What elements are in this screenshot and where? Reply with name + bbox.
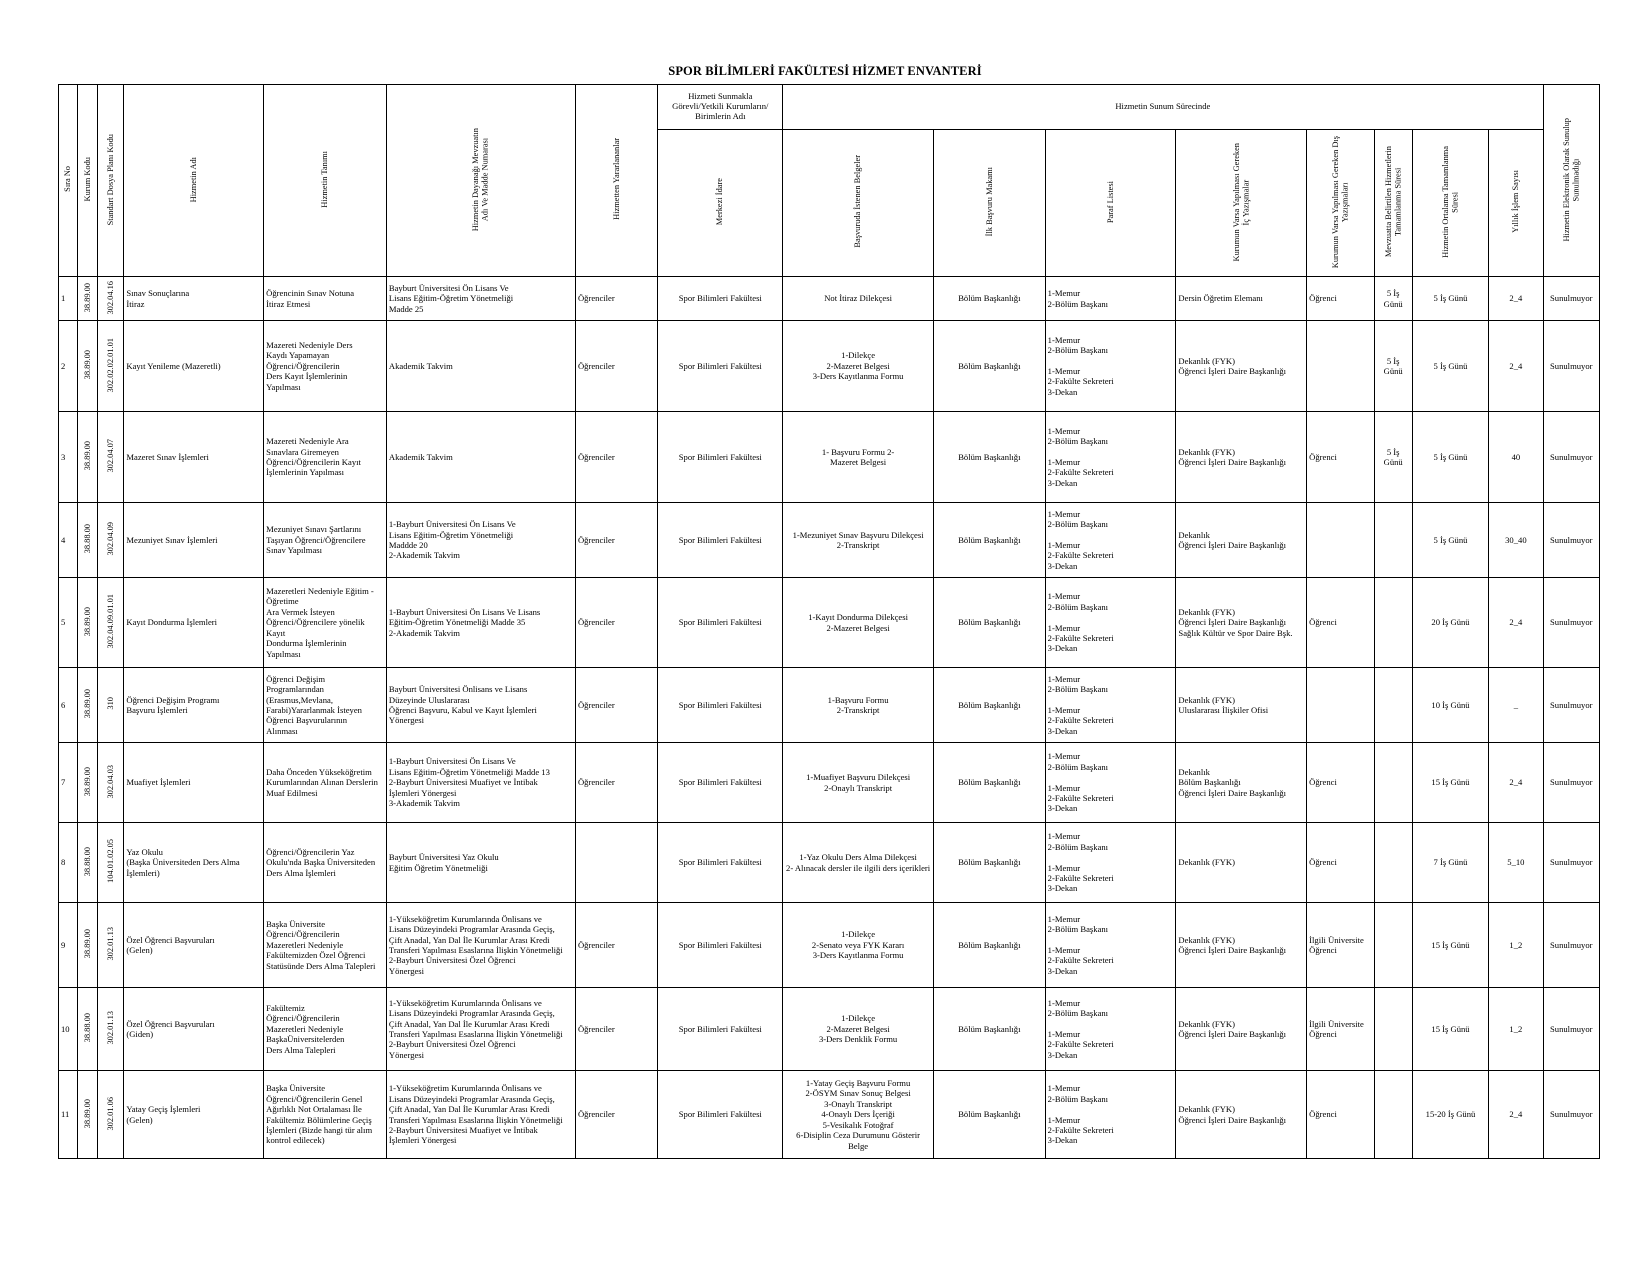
cell-merkezi-idare: Spor Bilimleri Fakültesi [658, 277, 783, 321]
cell-dayanak: 1-Yükseköğretim Kurumlarında Önlisans ve Lisans Düzeyindeki Programlar Arasında Geçiş, Çift Anadal, Yan Dal İle Kurumlar Arası Kredi Transferi Yapılması Esaslarına İlişkin Yönetmeliği 2-Bayburt Üniversitesi Özel Öğrenci Yönergesi [386, 903, 575, 988]
cell-hizmet-adi: Özel Öğrenci Başvuruları (Gelen) [124, 903, 264, 988]
cell-paraf-listesi: 1-Memur 2-Bölüm Başkanı 1-Memur 2-Fakülte Sekreteri 3-Dekan [1045, 578, 1176, 668]
cell-mevzuat-sure: 5 İş Günü [1374, 412, 1412, 503]
cell-merkezi-idare: Spor Bilimleri Fakültesi [658, 823, 783, 903]
cell-yararlananlar [575, 823, 657, 903]
cell-mevzuat-sure: 5 İş Günü [1374, 321, 1412, 412]
cell-elektronik: Sunulmuyor [1543, 988, 1599, 1071]
cell-ortalama-sure: 7 İş Günü [1412, 823, 1488, 903]
cell-ortalama-sure: 20 İş Günü [1412, 578, 1488, 668]
table-row [59, 743, 1600, 823]
cell-elektronik: Sunulmuyor [1543, 503, 1599, 578]
cell-mevzuat-sure [1374, 1071, 1412, 1159]
cell-hizmet-tanimi: Mazeretleri Nedeniyle Eğitim - Öğretime Ara Vermek İsteyen Öğrenci/Öğrencilere yönelik Kayıt Dondurma İşlemlerinin Yapılması [264, 578, 387, 668]
cell-ortalama-sure: 5 İş Günü [1412, 321, 1488, 412]
cell-dosya-kodu: 302.01.06 [98, 1071, 124, 1159]
cell-ic-yazisma: Dersin Öğretim Elemanı [1176, 277, 1307, 321]
cell-hizmet-tanimi: Öğrenci Değişim Programlarından (Erasmus,Mevlana, Farabi)Yararlanmak İsteyen Öğrenci Başvurularının Alınması [264, 668, 387, 743]
cell-ilk-basvuru: Bölüm Başkanlığı [934, 823, 1046, 903]
cell-kurum-kodu: 38.89.00 [78, 277, 98, 321]
header-kurum-kodu: Kurum Kodu [78, 85, 98, 277]
cell-row-number: 3 [59, 412, 78, 503]
cell-ic-yazisma: Dekanlık (FYK) Öğrenci İşleri Daire Başkanlığı [1176, 903, 1307, 988]
cell-hizmet-tanimi: Mezuniyet Sınavı Şartlarını Taşıyan Öğrenci/Öğrencilere Sınav Yapılması [264, 503, 387, 578]
cell-ilk-basvuru: Bölüm Başkanlığı [934, 1071, 1046, 1159]
cell-dayanak: 1-Bayburt Üniversitesi Ön Lisans Ve Lisans Eğitim-Öğretim Yönetmeliği Madde 35 2-Akademik Takvim [386, 578, 575, 668]
cell-merkezi-idare: Spor Bilimleri Fakültesi [658, 578, 783, 668]
header-paraf: Paraf Listesi [1045, 130, 1176, 277]
header-ort-sure: Hizmetin Ortalama Tamamlanma Süresi [1412, 130, 1488, 277]
cell-ilk-basvuru: Bölüm Başkanlığı [934, 578, 1046, 668]
cell-paraf-listesi: 1-Memur 2-Bölüm Başkanı 1-Memur 2-Fakülte Sekreteri 3-Dekan [1045, 743, 1176, 823]
cell-dis-yazisma: İlgili Üniversite Öğrenci [1307, 988, 1374, 1071]
cell-elektronik: Sunulmuyor [1543, 578, 1599, 668]
cell-ortalama-sure: 10 İş Günü [1412, 668, 1488, 743]
cell-yillik-islem: 2_4 [1489, 578, 1543, 668]
table-row [59, 578, 1600, 668]
cell-hizmet-adi: Öğrenci Değişim Programı Başvuru İşlemleri [124, 668, 264, 743]
cell-ortalama-sure: 5 İş Günü [1412, 503, 1488, 578]
cell-ortalama-sure: 15 İş Günü [1412, 988, 1488, 1071]
cell-dosya-kodu: 302.04.09.01.01 [98, 578, 124, 668]
header-dosya-kodu: Standart Dosya Planı Kodu [98, 85, 124, 277]
cell-dosya-kodu: 302.01.13 [98, 988, 124, 1071]
cell-yararlananlar: Öğrenciler [575, 503, 657, 578]
header-group-kurum: Hizmeti Sunmakla Görevli/Yetkili Kurumların/ Birimlerin Adı [658, 85, 783, 130]
cell-dis-yazisma: Öğrenci [1307, 277, 1374, 321]
cell-kurum-kodu: 38.89.00 [78, 903, 98, 988]
cell-merkezi-idare: Spor Bilimleri Fakültesi [658, 412, 783, 503]
cell-dis-yazisma: Öğrenci [1307, 578, 1374, 668]
cell-ilk-basvuru: Bölüm Başkanlığı [934, 903, 1046, 988]
cell-dis-yazisma: Öğrenci [1307, 823, 1374, 903]
table-row [59, 321, 1600, 412]
cell-yararlananlar: Öğrenciler [575, 1071, 657, 1159]
header-yillik: Yıllık İşlem Sayısı [1489, 130, 1543, 277]
header-belgeler: Başvuruda İstenen Belgeler [783, 130, 934, 277]
cell-row-number: 5 [59, 578, 78, 668]
cell-row-number: 10 [59, 988, 78, 1071]
cell-belgeler: 1-Muafiyet Başvuru Dilekçesi 2-Onaylı Transkript [783, 743, 934, 823]
cell-belgeler: 1-Kayıt Dondurma Dilekçesi 2-Mazeret Belgesi [783, 578, 934, 668]
cell-merkezi-idare: Spor Bilimleri Fakültesi [658, 503, 783, 578]
header-hizmet-adi: Hizmetin Adı [124, 85, 264, 277]
cell-ortalama-sure: 5 İş Günü [1412, 277, 1488, 321]
cell-hizmet-adi: Kayıt Dondurma İşlemleri [124, 578, 264, 668]
cell-merkezi-idare: Spor Bilimleri Fakültesi [658, 743, 783, 823]
cell-dayanak: Akademik Takvim [386, 321, 575, 412]
cell-elektronik: Sunulmuyor [1543, 412, 1599, 503]
cell-ilk-basvuru: Bölüm Başkanlığı [934, 668, 1046, 743]
cell-ic-yazisma: Dekanlık (FYK) Öğrenci İşleri Daire Başkanlığı [1176, 1071, 1307, 1159]
cell-belgeler: 1- Başvuru Formu 2- Mazeret Belgesi [783, 412, 934, 503]
cell-belgeler: 1-Yaz Okulu Ders Alma Dilekçesi 2- Alınacak dersler ile ilgili ders içerikleri [783, 823, 934, 903]
cell-yillik-islem: 5_10 [1489, 823, 1543, 903]
cell-ic-yazisma: Dekanlık (FYK) Uluslararası İlişkiler Ofisi [1176, 668, 1307, 743]
cell-dayanak: Bayburt Üniversitesi Ön Lisans Ve Lisans Eğitim-Öğretim Yönetmeliği Madde 25 [386, 277, 575, 321]
cell-paraf-listesi: 1-Memur 2-Bölüm Başkanı 1-Memur 2-Fakülte Sekreteri 3-Dekan [1045, 1071, 1176, 1159]
cell-hizmet-adi: Mazeret Sınav İşlemleri [124, 412, 264, 503]
cell-kurum-kodu: 38.89.00 [78, 743, 98, 823]
cell-yillik-islem: 2_4 [1489, 743, 1543, 823]
cell-hizmet-adi: Mezuniyet Sınav İşlemleri [124, 503, 264, 578]
cell-elektronik: Sunulmuyor [1543, 321, 1599, 412]
cell-paraf-listesi: 1-Memur 2-Bölüm Başkanı 1-Memur 2-Fakülte Sekreteri 3-Dekan [1045, 503, 1176, 578]
cell-yillik-islem: 1_2 [1489, 988, 1543, 1071]
table-row [59, 1071, 1600, 1159]
cell-dosya-kodu: 310 [98, 668, 124, 743]
service-inventory-table [58, 84, 1600, 1159]
cell-mevzuat-sure [1374, 823, 1412, 903]
header-group-surec: Hizmetin Sunum Sürecinde [783, 85, 1543, 130]
cell-paraf-listesi: 1-Memur 2-Bölüm Başkanı 1-Memur 2-Fakülte Sekreteri 3-Dekan [1045, 668, 1176, 743]
cell-dis-yazisma [1307, 503, 1374, 578]
cell-yillik-islem: 2_4 [1489, 321, 1543, 412]
page-title: SPOR BİLİMLERİ FAKÜLTESİ HİZMET ENVANTERİ [668, 64, 982, 78]
cell-paraf-listesi: 1-Memur 2-Bölüm Başkanı 1-Memur 2-Fakülte Sekreteri 3-Dekan [1045, 903, 1176, 988]
cell-merkezi-idare: Spor Bilimleri Fakültesi [658, 1071, 783, 1159]
cell-hizmet-adi: Kayıt Yenileme (Mazeretli) [124, 321, 264, 412]
cell-row-number: 6 [59, 668, 78, 743]
cell-dayanak: Bayburt Üniversitesi Yaz Okulu Eğitim Öğretim Yönetmeliği [386, 823, 575, 903]
cell-mevzuat-sure [1374, 503, 1412, 578]
cell-ilk-basvuru: Bölüm Başkanlığı [934, 412, 1046, 503]
table-row [59, 903, 1600, 988]
cell-ic-yazisma: Dekanlık (FYK) Öğrenci İşleri Daire Başkanlığı Sağlık Kültür ve Spor Daire Bşk. [1176, 578, 1307, 668]
cell-yararlananlar: Öğrenciler [575, 412, 657, 503]
cell-hizmet-tanimi: Öğrencinin Sınav Notuna İtiraz Etmesi [264, 277, 387, 321]
cell-dayanak: 1-Bayburt Üniversitesi Ön Lisans Ve Lisans Eğitim-Öğretim Yönetmeliği Maddde 20 2-Akademik Takvim [386, 503, 575, 578]
cell-belgeler: Not İtiraz Dilekçesi [783, 277, 934, 321]
cell-dosya-kodu: 104.01.02.05 [98, 823, 124, 903]
cell-ilk-basvuru: Bölüm Başkanlığı [934, 743, 1046, 823]
cell-ic-yazisma: Dekanlık (FYK) Öğrenci İşleri Daire Başkanlığı [1176, 988, 1307, 1071]
cell-kurum-kodu: 38.89.00 [78, 1071, 98, 1159]
cell-yillik-islem: _ [1489, 668, 1543, 743]
cell-yillik-islem: 2_4 [1489, 277, 1543, 321]
cell-dosya-kodu: 302.04.07 [98, 412, 124, 503]
cell-ic-yazisma: Dekanlık (FYK) Öğrenci İşleri Daire Başkanlığı [1176, 321, 1307, 412]
cell-belgeler: 1-Dilekçe 2-Mazeret Belgesi 3-Ders Kayıtlanma Formu [783, 321, 934, 412]
cell-row-number: 9 [59, 903, 78, 988]
table-row [59, 412, 1600, 503]
cell-merkezi-idare: Spor Bilimleri Fakültesi [658, 668, 783, 743]
cell-dis-yazisma: İlgili Üniversite Öğrenci [1307, 903, 1374, 988]
cell-belgeler: 1-Dilekçe 2-Mazeret Belgesi 3-Ders Denklik Formu [783, 988, 934, 1071]
header-ilk-basvuru: İlk Başvuru Makamı [934, 130, 1046, 277]
cell-dis-yazisma: Öğrenci [1307, 1071, 1374, 1159]
cell-ilk-basvuru: Bölüm Başkanlığı [934, 277, 1046, 321]
cell-elektronik: Sunulmuyor [1543, 277, 1599, 321]
cell-dayanak: Akademik Takvim [386, 412, 575, 503]
cell-mevzuat-sure [1374, 578, 1412, 668]
cell-paraf-listesi: 1-Memur 2-Bölüm Başkanı 1-Memur 2-Fakülte Sekreteri 3-Dekan [1045, 988, 1176, 1071]
cell-elektronik: Sunulmuyor [1543, 1071, 1599, 1159]
cell-ic-yazisma: Dekanlık Öğrenci İşleri Daire Başkanlığı [1176, 503, 1307, 578]
cell-yararlananlar: Öğrenciler [575, 903, 657, 988]
cell-kurum-kodu: 38.89.00 [78, 412, 98, 503]
cell-hizmet-tanimi: Başka Üniversite Öğrenci/Öğrencilerin Genel Ağırlıklı Not Ortalaması İle Fakültemiz Bölümlerine Geçiş İşlemleri (Bizde hangi tür alım kontrol edilecek) [264, 1071, 387, 1159]
cell-kurum-kodu: 38.89.00 [78, 578, 98, 668]
cell-dis-yazisma [1307, 668, 1374, 743]
cell-belgeler: 1-Yatay Geçiş Başvuru Formu 2-ÖSYM Sınav Sonuç Belgesi 3-Onaylı Transkript 4-Onaylı Ders İçeriği 5-Vesikalık Fotoğraf 6-Disiplin Ceza Durumunu Gösterir Belge [783, 1071, 934, 1159]
cell-yararlananlar: Öğrenciler [575, 988, 657, 1071]
cell-mevzuat-sure [1374, 903, 1412, 988]
cell-hizmet-tanimi: Mazereti Nedeniyle Ara Sınavlara Giremeyen Öğrenci/Öğrencilerin Kayıt İşlemlerinin Yapılması [264, 412, 387, 503]
cell-hizmet-adi: Yatay Geçiş İşlemleri (Gelen) [124, 1071, 264, 1159]
cell-ortalama-sure: 15-20 İş Günü [1412, 1071, 1488, 1159]
cell-ic-yazisma: Dekanlık (FYK) [1176, 823, 1307, 903]
cell-elektronik: Sunulmuyor [1543, 743, 1599, 823]
header-row-top [59, 85, 1600, 130]
cell-elektronik: Sunulmuyor [1543, 903, 1599, 988]
cell-mevzuat-sure [1374, 988, 1412, 1071]
cell-hizmet-tanimi: Mazereti Nedeniyle Ders Kaydı Yapamayan Öğrenci/Öğrencilerin Ders Kayıt İşlemlerinin Yapılması [264, 321, 387, 412]
cell-ic-yazisma: Dekanlık (FYK) Öğrenci İşleri Daire Başkanlığı [1176, 412, 1307, 503]
cell-dis-yazisma [1307, 321, 1374, 412]
table-row [59, 988, 1600, 1071]
table-row [59, 503, 1600, 578]
header-merkezi-idare: Merkezi İdare [658, 130, 783, 277]
cell-yararlananlar: Öğrenciler [575, 668, 657, 743]
cell-paraf-listesi: 1-Memur 2-Bölüm Başkanı [1045, 277, 1176, 321]
header-dis-yazisma: Kurumun Varsa Yapılması Gereken Dış Yazışmaları [1307, 130, 1374, 277]
cell-dayanak: 1-Yükseköğretim Kurumlarında Önlisans ve Lisans Düzeyindeki Programlar Arasında Geçiş, Çift Anadal, Yan Dal İle Kurumlar Arası Kredi Transferi Yapılması Esaslarına İlişkin Yönetmeliği 2-Bayburt Üniversitesi Özel Öğrenci Yönergesi [386, 988, 575, 1071]
cell-merkezi-idare: Spor Bilimleri Fakültesi [658, 988, 783, 1071]
table-row [59, 823, 1600, 903]
cell-yararlananlar: Öğrenciler [575, 321, 657, 412]
header-yararlananlar: Hizmetten Yararlananlar [575, 85, 657, 277]
cell-ortalama-sure: 5 İş Günü [1412, 412, 1488, 503]
cell-dayanak: 1-Yükseköğretim Kurumlarında Önlisans ve Lisans Düzeyindeki Programlar Arasında Geçiş, Çift Anadal, Yan Dal İle Kurumlar Arası Kredi Transferi Yapılması Esaslarına İlişkin Yönetmeliği 2-Bayburt Üniversitesi Muafiyet ve İntibak İşlemleri Yönergesi [386, 1071, 575, 1159]
table-row [59, 277, 1600, 321]
cell-merkezi-idare: Spor Bilimleri Fakültesi [658, 903, 783, 988]
cell-hizmet-tanimi: Öğrenci/Öğrencilerin Yaz Okulu'nda Başka Üniversiteden Ders Alma İşlemleri [264, 823, 387, 903]
cell-row-number: 11 [59, 1071, 78, 1159]
header-sira-no: Sıra No [59, 85, 78, 277]
cell-belgeler: 1-Mezuniyet Sınav Başvuru Dilekçesi 2-Transkript [783, 503, 934, 578]
cell-hizmet-tanimi: Fakültemiz Öğrenci/Öğrencilerin Mazeretleri Nedeniyle BaşkaÜniversitelerden Ders Alma Talepleri [264, 988, 387, 1071]
cell-kurum-kodu: 38.88.00 [78, 503, 98, 578]
cell-yillik-islem: 30_40 [1489, 503, 1543, 578]
table-row [59, 668, 1600, 743]
cell-ilk-basvuru: Bölüm Başkanlığı [934, 321, 1046, 412]
cell-mevzuat-sure [1374, 743, 1412, 823]
cell-ortalama-sure: 15 İş Günü [1412, 743, 1488, 823]
cell-row-number: 1 [59, 277, 78, 321]
cell-yillik-islem: 40 [1489, 412, 1543, 503]
cell-dosya-kodu: 302.02.02.01.01 [98, 321, 124, 412]
cell-hizmet-adi: Özel Öğrenci Başvuruları (Giden) [124, 988, 264, 1071]
cell-ilk-basvuru: Bölüm Başkanlığı [934, 988, 1046, 1071]
cell-dosya-kodu: 302.04.03 [98, 743, 124, 823]
cell-dis-yazisma: Öğrenci [1307, 743, 1374, 823]
cell-hizmet-tanimi: Başka Üniversite Öğrenci/Öğrencilerin Mazeretleri Nedeniyle Fakültemizden Özel Öğrenci Statüsünde Ders Alma Talepleri [264, 903, 387, 988]
cell-ortalama-sure: 15 İş Günü [1412, 903, 1488, 988]
header-dayanak: Hizmetin Dayanağı Mevzuatın Adı Ve Madde Numarası [386, 85, 575, 277]
cell-merkezi-idare: Spor Bilimleri Fakültesi [658, 321, 783, 412]
cell-hizmet-tanimi: Daha Önceden Yükseköğretim Kurumlarından Alınan Derslerin Muaf Edilmesi [264, 743, 387, 823]
cell-row-number: 4 [59, 503, 78, 578]
cell-yararlananlar: Öğrenciler [575, 743, 657, 823]
cell-paraf-listesi: 1-Memur 2-Bölüm Başkanı 1-Memur 2-Fakülte Sekreteri 3-Dekan [1045, 321, 1176, 412]
cell-dayanak: 1-Bayburt Üniversitesi Ön Lisans Ve Lisans Eğitim-Öğretim Yönetmeliği Madde 13 2-Bayburt Üniversitesi Muafiyet ve İntibak İşlemleri Yönergesi 3-Akademik Takvim [386, 743, 575, 823]
cell-elektronik: Sunulmuyor [1543, 668, 1599, 743]
cell-yararlananlar: Öğrenciler [575, 277, 657, 321]
cell-yillik-islem: 1_2 [1489, 903, 1543, 988]
header-elektronik: Hizmetin Elektronik Olarak Sunulup Sunulmadığı [1543, 85, 1599, 277]
cell-hizmet-adi: Yaz Okulu (Başka Üniversiteden Ders Alma İşlemleri) [124, 823, 264, 903]
cell-yillik-islem: 2_4 [1489, 1071, 1543, 1159]
header-ic-yazisma: Kurumun Varsa Yapılması Gereken İç Yazışmalar [1176, 130, 1307, 277]
cell-dis-yazisma: Öğrenci [1307, 412, 1374, 503]
header-mevzuat-sure: Mevzuatta Belirtilen Hizmetlerin Tamamlanma Süresi [1374, 130, 1412, 277]
cell-dayanak: Bayburt Üniversitesi Önlisans ve Lisans Düzeyinde Uluslararası Öğrenci Başvuru, Kabul ve Kayıt İşlemleri Yönergesi [386, 668, 575, 743]
header-hizmet-tanimi: Hizmetin Tanımı [264, 85, 387, 277]
cell-mevzuat-sure: 5 İş Günü [1374, 277, 1412, 321]
cell-dosya-kodu: 302.04.16 [98, 277, 124, 321]
cell-elektronik: Sunulmuyor [1543, 823, 1599, 903]
cell-row-number: 8 [59, 823, 78, 903]
cell-ilk-basvuru: Bölüm Başkanlığı [934, 503, 1046, 578]
cell-hizmet-adi: Muafiyet İşlemleri [124, 743, 264, 823]
cell-belgeler: 1-Başvuru Formu 2-Transkript [783, 668, 934, 743]
cell-kurum-kodu: 38.89.00 [78, 668, 98, 743]
cell-ic-yazisma: Dekanlık Bölüm Başkanlığı Öğrenci İşleri Daire Başkanlığı [1176, 743, 1307, 823]
cell-dosya-kodu: 302.04.09 [98, 503, 124, 578]
cell-yararlananlar: Öğrenciler [575, 578, 657, 668]
cell-kurum-kodu: 38.88.00 [78, 988, 98, 1071]
cell-mevzuat-sure [1374, 668, 1412, 743]
cell-row-number: 7 [59, 743, 78, 823]
cell-paraf-listesi: 1-Memur 2-Bölüm Başkanı 1-Memur 2-Fakülte Sekreteri 3-Dekan [1045, 823, 1176, 903]
cell-kurum-kodu: 38.88.00 [78, 823, 98, 903]
cell-dosya-kodu: 302.01.13 [98, 903, 124, 988]
cell-row-number: 2 [59, 321, 78, 412]
cell-paraf-listesi: 1-Memur 2-Bölüm Başkanı 1-Memur 2-Fakülte Sekreteri 3-Dekan [1045, 412, 1176, 503]
cell-kurum-kodu: 38.89.00 [78, 321, 98, 412]
cell-hizmet-adi: Sınav Sonuçlarına İtiraz [124, 277, 264, 321]
cell-belgeler: 1-Dilekçe 2-Senato veya FYK Kararı 3-Ders Kayıtlanma Formu [783, 903, 934, 988]
